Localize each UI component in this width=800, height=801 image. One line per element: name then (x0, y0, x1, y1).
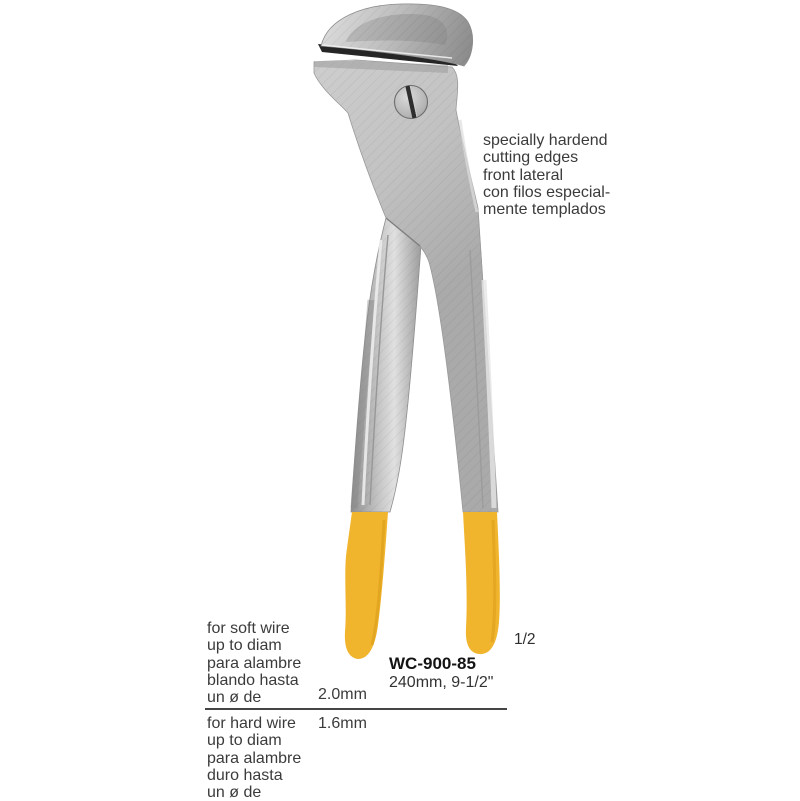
spec-hard-wire-value: 1.6mm (318, 715, 367, 732)
annotation-line: con filos especial- (483, 183, 611, 201)
handle-grip-yellow-left (345, 512, 388, 659)
spec-soft-wire-value: 2.0mm (318, 686, 367, 703)
product-size: 240mm, 9-1/2" (389, 674, 494, 691)
spec-line: para alambre (207, 654, 302, 672)
annotation-line: specially hardend (483, 132, 608, 149)
product-code: WC-900-85 (389, 654, 476, 673)
annotation-line: front lateral (483, 166, 564, 184)
spec-line: para alambre (207, 749, 302, 767)
spec-line: for soft wire (207, 620, 290, 637)
spec-divider-line (205, 708, 507, 710)
pliers-left-handle (351, 218, 421, 512)
spec-soft-wire-label (207, 620, 301, 706)
spec-hard-wire-label (207, 715, 301, 801)
spec-line: blando hasta (207, 671, 299, 689)
spec-line: for hard wire (207, 715, 296, 732)
annotation-line: mente templados (483, 201, 606, 219)
scale-note: 1/2 (514, 631, 536, 648)
annotation-line: cutting edges (483, 149, 579, 167)
pivot-screw-icon (395, 86, 428, 119)
annotation-cutting-edges (483, 132, 610, 218)
spec-line: un ø de (207, 689, 262, 707)
handle-grip-yellow-right (463, 512, 500, 654)
spec-line: up to diam (207, 732, 282, 750)
spec-line: up to diam (207, 637, 282, 655)
spec-line: duro hasta (207, 766, 283, 784)
spec-line: un ø de (207, 784, 262, 801)
